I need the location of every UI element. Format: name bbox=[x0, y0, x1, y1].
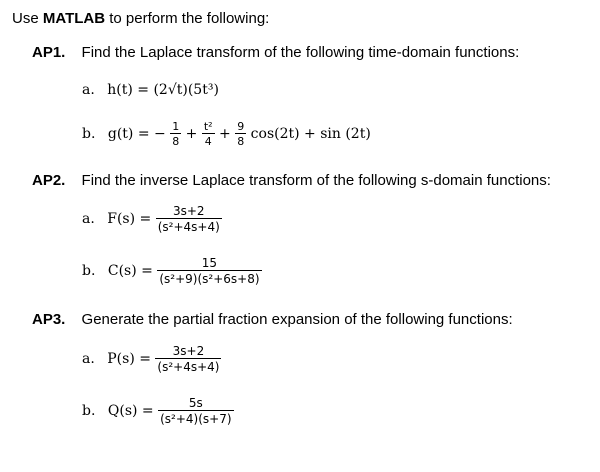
ap1-b-f3-numerator: 9 bbox=[237, 120, 245, 133]
ap3-b-equation bbox=[82, 396, 234, 426]
ap1-text: Find the Laplace transform of the following time-domain functions: bbox=[81, 44, 520, 61]
ap2-b-fraction bbox=[157, 256, 261, 286]
ap2-b-lhs: C(s) = bbox=[107, 263, 153, 279]
ap1-b-fraction-3 bbox=[235, 120, 246, 148]
ap3-b-label: b. bbox=[82, 403, 96, 419]
ap1-b-label: b. bbox=[82, 126, 96, 142]
ap3-number: AP3. bbox=[32, 311, 66, 328]
ap2-a-fraction bbox=[156, 204, 222, 234]
ap2-a-denominator: (s²+4s+4) bbox=[157, 220, 220, 234]
ap3-b-fraction bbox=[158, 396, 233, 426]
ap2-b-label: b. bbox=[82, 263, 96, 279]
ap2-number: AP2. bbox=[32, 172, 66, 189]
ap1-b-fraction-2 bbox=[202, 120, 215, 148]
ap1-b-f3-denominator: 8 bbox=[237, 135, 245, 148]
ap2-heading bbox=[32, 172, 551, 189]
ap2-a-lhs: F(s) = bbox=[107, 211, 152, 227]
ap2-a-numerator: 3s+2 bbox=[172, 204, 205, 218]
ap3-b-denominator: (s²+4)(s+7) bbox=[160, 412, 232, 426]
ap3-heading bbox=[32, 311, 513, 328]
ap1-b-tail: cos(2t) + sin (2t) bbox=[250, 126, 371, 142]
ap1-a-label: a. bbox=[82, 82, 95, 98]
ap2-b-numerator: 15 bbox=[201, 256, 218, 270]
ap2-text: Find the inverse Laplace transform of the following s-domain functions: bbox=[81, 172, 551, 189]
ap1-a-lhs: h(t) = bbox=[107, 82, 149, 98]
ap3-a-numerator: 3s+2 bbox=[172, 344, 205, 358]
ap1-b-plus-2: + bbox=[219, 126, 231, 142]
ap1-number: AP1. bbox=[32, 44, 66, 61]
intro-brand: MATLAB bbox=[42, 10, 106, 27]
intro-line bbox=[12, 10, 269, 27]
ap3-text: Generate the partial fraction expansion of the following functions: bbox=[81, 311, 513, 328]
ap3-b-numerator: 5s bbox=[188, 396, 203, 410]
ap3-a-denominator: (s²+4s+4) bbox=[157, 360, 220, 374]
ap3-a-label: a. bbox=[82, 351, 95, 367]
ap3-b-lhs: Q(s) = bbox=[107, 403, 154, 419]
ap3-a-fraction bbox=[155, 344, 221, 374]
ap1-b-f2-numerator: t² bbox=[203, 120, 213, 133]
ap1-a-equation bbox=[82, 82, 219, 98]
ap1-b-equation bbox=[82, 120, 371, 148]
ap3-a-lhs: P(s) = bbox=[107, 351, 151, 367]
ap2-a-label: a. bbox=[82, 211, 95, 227]
ap2-a-equation bbox=[82, 204, 222, 234]
ap2-b-equation bbox=[82, 256, 262, 286]
ap1-b-f2-denominator: 4 bbox=[202, 133, 215, 148]
ap1-heading bbox=[32, 44, 519, 61]
ap1-b-plus-1: + bbox=[185, 126, 198, 142]
ap3-a-equation bbox=[82, 344, 221, 374]
intro-lead: Use bbox=[12, 10, 39, 27]
ap1-a-expr: (2√t)(5t³) bbox=[153, 82, 219, 98]
ap2-b-denominator: (s²+9)(s²+6s+8) bbox=[159, 272, 260, 286]
ap1-b-f1-numerator: 1 bbox=[172, 120, 180, 133]
ap1-b-fraction-1 bbox=[170, 120, 181, 148]
intro-rest: to perform the following: bbox=[109, 10, 270, 27]
ap1-b-f1-denominator: 8 bbox=[172, 135, 180, 148]
ap1-b-lhs: g(t) = − bbox=[107, 126, 166, 142]
